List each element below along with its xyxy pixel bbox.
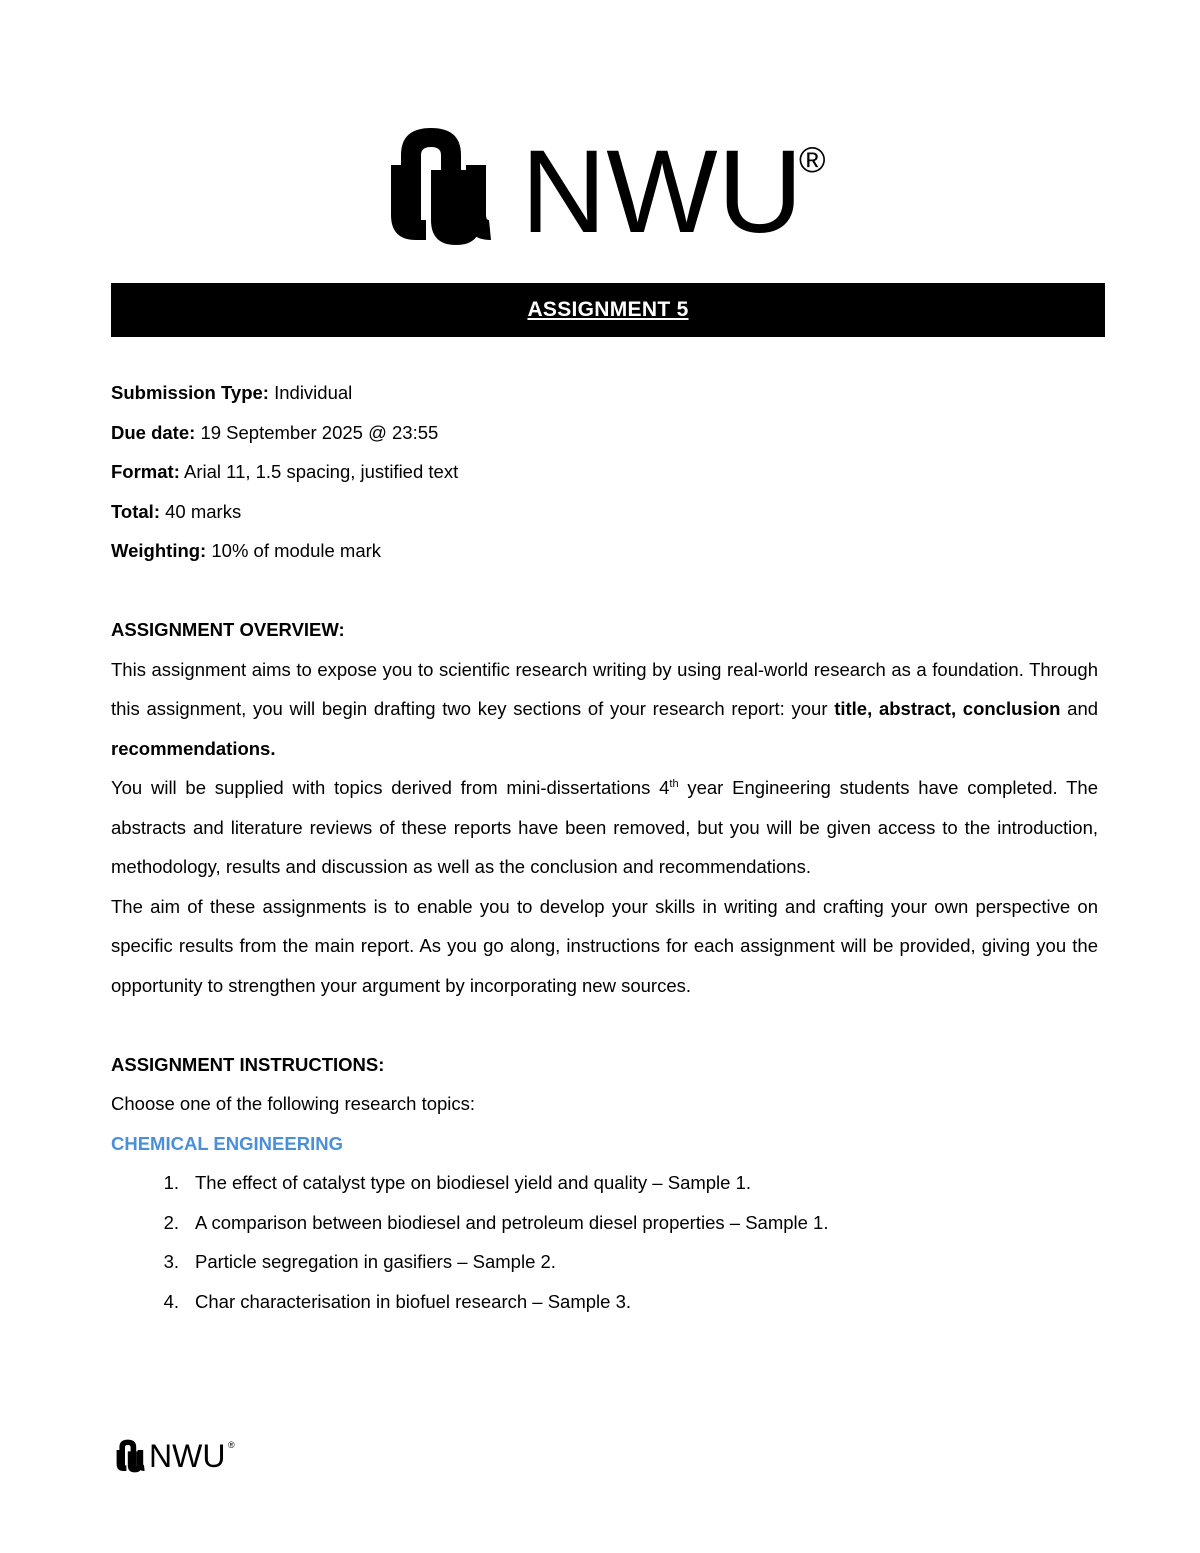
overview-paragraph-3: The aim of these assignments is to enable you to develop your skills in writing and crafting your own perspective on specific results from the main report. As you go along, instructions for each assignment will be provided, giving you the opportunity to strengthen your argument by incorporating new sources.: [111, 895, 1098, 996]
total-value: 40 marks: [165, 500, 242, 522]
logo-wordmark: NWU: [521, 126, 803, 250]
topic-list: [111, 1163, 1098, 1321]
format-value: Arial 11, 1.5 spacing, justified text: [184, 461, 459, 482]
total-label: Total:: [111, 500, 160, 522]
instructions-intro: Choose one of the following research topics:: [111, 1093, 476, 1114]
due-date-label: Due date:: [111, 421, 196, 443]
overview-paragraph-1: This assignment aims to expose you to scientific research writing by using real-world research as a foundation. Through this assignment, you will begin drafting two key sections of your research report: your title, abstract, conclusion and recommendations.: [111, 658, 1099, 759]
submission-type-row: [111, 373, 1098, 413]
footer-registered-mark: ®: [228, 1440, 235, 1450]
list-item: 3. Particle segregation in gasifiers – Sample 2.: [163, 1251, 556, 1272]
overview-heading: ASSIGNMENT OVERVIEW:: [111, 619, 345, 640]
weighting-value: 10% of module mark: [211, 540, 382, 561]
total-row: [111, 492, 1098, 532]
registered-mark: ®: [799, 139, 826, 180]
list-item: 1. The effect of catalyst type on biodiesel yield and quality – Sample 1.: [163, 1172, 752, 1193]
list-item: 4. Char characterisation in biofuel research – Sample 3.: [163, 1290, 632, 1312]
nwu-emblem-icon: [391, 128, 491, 245]
weighting-label: Weighting:: [111, 540, 207, 561]
weighting-row: [111, 531, 1098, 571]
footer-wordmark: NWU: [149, 1438, 226, 1474]
instructions-heading: ASSIGNMENT INSTRUCTIONS:: [111, 1053, 385, 1075]
section-label-chemical-engineering: CHEMICAL ENGINEERING: [111, 1132, 343, 1154]
nwu-emblem-icon: [117, 1440, 145, 1473]
list-item: 2. A comparison between biodiesel and petroleum diesel properties – Sample 1.: [163, 1211, 829, 1233]
format-row: [111, 452, 1098, 492]
submission-type-label: Submission Type:: [111, 382, 269, 403]
title-bar: [111, 283, 1105, 337]
due-date-value: 19 September 2025 @ 23:55: [200, 421, 439, 443]
format-label: Format:: [111, 461, 180, 482]
document-body: [111, 373, 1098, 1321]
footer-logo: [111, 1436, 239, 1474]
overview-paragraph-2: You will be supplied with topics derived from mini-dissertations 4th year Engineering students have completed. The abstracts and literature reviews of these reports have been removed, but you will be given access to the introduction, methodology, results and discussion as well as the conclusion and recommendations.: [111, 777, 1098, 877]
nwu-logo: [371, 120, 841, 250]
submission-type-value: Individual: [274, 382, 353, 403]
page-title: ASSIGNMENT 5: [527, 298, 689, 321]
due-date-row: [111, 413, 1098, 453]
